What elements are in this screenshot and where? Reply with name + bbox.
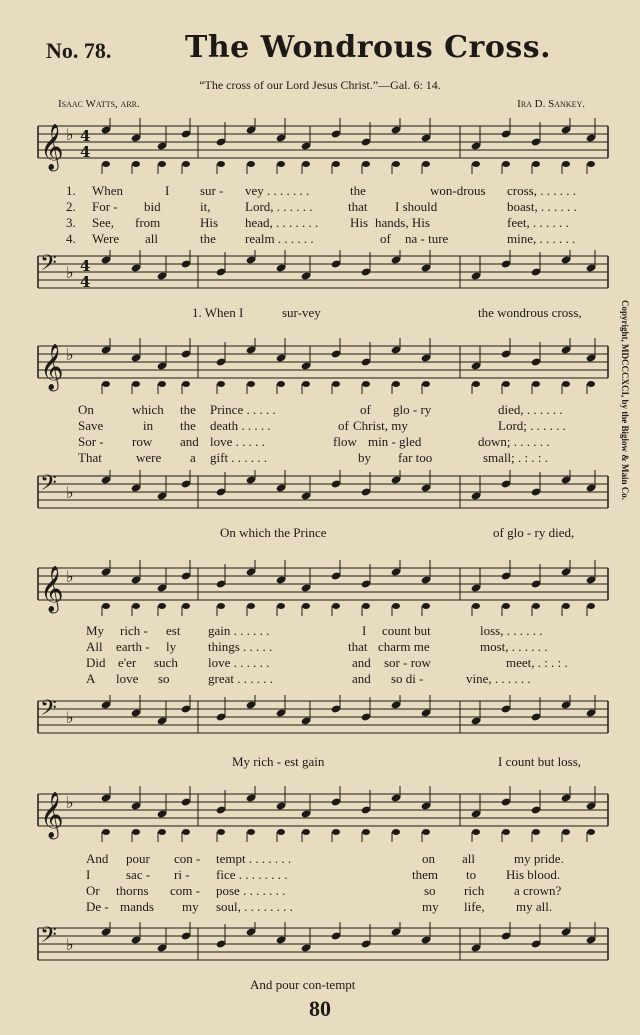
epigraph: “The cross of our Lord Jesus Christ.”—Gal. 6: 14. [199, 78, 441, 92]
bass-staff-2 [36, 470, 610, 528]
verse-lyrics-4 [86, 851, 610, 915]
svg-text:♭: ♭ [66, 935, 74, 954]
composer-credit: Ira D. Sankey. [517, 98, 585, 110]
verse-line: 1. When I sur - vey . . . . . . . the won-drous cross, . . . . . . [66, 183, 576, 198]
treble-staff-1 [36, 118, 610, 178]
hymn-title: The Wondrous Cross. [185, 30, 552, 65]
svg-text:4: 4 [80, 273, 91, 291]
chorus-lyric: sur-vey [282, 305, 321, 320]
verse-line: 3. See, from His head, . . . . . . . His hands, His feet, . . . . . . [66, 215, 569, 230]
verse-line: And pour con - tempt . . . . . . . on all my pride. [86, 851, 564, 866]
chorus-lyric: 1. When I [192, 305, 244, 320]
verse-lyrics-1 [60, 183, 610, 247]
treble-staff-2 [36, 338, 610, 398]
svg-text:𝄞: 𝄞 [40, 124, 64, 170]
verse-line: My rich - est gain . . . . . . I count but loss, . . . . . . [86, 623, 543, 638]
verse-line: Or thorns com - pose . . . . . . . so rich a crown? [86, 883, 562, 898]
verse-line: Sor - row and love . . . . . flow min - gled down; . . . . . . [78, 434, 550, 449]
verse-line: A love so great . . . . . . and so di - vine, . . . . . . [86, 671, 531, 686]
svg-text:𝄢: 𝄢 [40, 923, 57, 953]
svg-text:♭: ♭ [66, 567, 74, 586]
verse-line: I sac - ri - fice . . . . . . . . them to His blood. [86, 867, 561, 882]
svg-text:4: 4 [80, 257, 91, 275]
treble-staff-4 [36, 786, 610, 846]
svg-text:𝄞: 𝄞 [40, 566, 64, 612]
lyric: 1. [66, 183, 76, 198]
verse-line: Did e'er such love . . . . . . and sor - row meet, . : . : . [86, 655, 568, 670]
svg-text:𝄞: 𝄞 [40, 792, 64, 838]
verse-lyrics-3 [86, 623, 610, 687]
hymn-number: No. 78. [46, 38, 112, 63]
chorus-lyric: I count but loss, [498, 754, 582, 769]
svg-text:4: 4 [80, 143, 91, 161]
svg-text:𝄢: 𝄢 [40, 696, 57, 726]
chorus-lyric: And pour con-tempt [250, 977, 356, 992]
svg-text:♭: ♭ [66, 793, 74, 812]
verse-line: Save in the death . . . . . of Christ, my Lord; . . . . . . [78, 418, 566, 433]
verse-line: De - mands my soul, . . . . . . . . my life, my all. [86, 899, 553, 914]
verse-line: On which the Prince . . . . . of glo - ry died, . . . . . . [78, 402, 563, 417]
svg-text:♭: ♭ [66, 125, 74, 144]
author-credit: Isaac Watts, arr. [58, 98, 140, 110]
svg-text:♭: ♭ [66, 345, 74, 364]
chorus-lyric: of glo - ry died, [493, 525, 575, 540]
bass-staff-3 [36, 695, 610, 753]
verse-line: All earth - ly things . . . . . that charm me most, . . . . . . [86, 639, 548, 654]
svg-text:♭: ♭ [66, 708, 74, 727]
bass-staff-4 [36, 922, 610, 980]
svg-text:♭: ♭ [66, 483, 74, 502]
svg-text:♭: ♭ [66, 263, 74, 282]
verse-line: 4. Were all the realm . . . . . . of na - ture mine, . . . . . . [66, 231, 576, 246]
verse-lyrics-2 [78, 402, 610, 466]
page-number: 80 [309, 996, 331, 1021]
svg-text:𝄞: 𝄞 [40, 344, 64, 390]
copyright-note: Copyright, MDCCCXCI, by the Biglow & Main Co. [620, 300, 630, 500]
svg-text:𝄢: 𝄢 [40, 471, 57, 501]
verse-line: 2. For - bid it, Lord, . . . . . . that I should boast, . . . . . . [66, 199, 577, 214]
chorus-lyric: the wondrous cross, [478, 305, 582, 320]
chorus-lyric: My rich - est gain [232, 754, 325, 769]
treble-staff-3 [36, 560, 610, 620]
svg-text:4: 4 [80, 127, 91, 145]
svg-text:𝄢: 𝄢 [40, 251, 57, 281]
chorus-lyric: On which the Prince [220, 525, 327, 540]
bass-staff-1 [36, 250, 610, 308]
verse-line: That were a gift . . . . . . by far too small; . : . : . [78, 450, 548, 465]
